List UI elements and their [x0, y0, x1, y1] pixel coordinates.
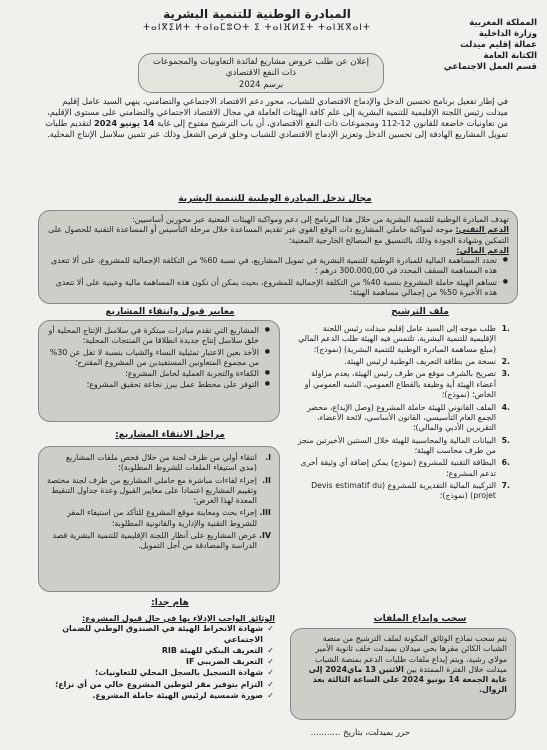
note-item: ✓ التعريف الضريبي IF	[46, 657, 263, 667]
criteria-item: ● الأخذ بعين الاعتبار تمثيلية النساء والشباب بنسبة لا تقل عن 30% من مجموع المتعاونين المستفيدين من المشروع المقترح؛	[47, 348, 259, 369]
submission-period: الاثنين 13 ماي2024 إلى غاية الجمعة 14 يونيو 2024 على الساعة الثالثة بعد الزوال.	[308, 664, 507, 695]
criteria-item: ● الكفاءة والتجربة العملية لحامل المشروع؛	[47, 369, 259, 379]
candidacy-item: .6 البطاقة التقنية للمشروع (نموذج) يمكن إضافة أي وثيقة أخرى تدعم المشروع؛	[300, 458, 510, 478]
selection-numeral: IV.	[258, 530, 271, 540]
technical-support-text: موجه لمواكبة حاملي المشاريع ذات الوقع القوي عبر تقديم المساعدة خلال مرحلة التأسيس أو المساعدة التقنية للحصول على التمكين وشهادة الجودة وذلك بالتنسيق مع المصالح الخارجية المعنية؛	[48, 225, 509, 245]
header-line: الكتابة العامة	[483, 50, 537, 61]
note-item: ✓ شهادة الانخراط الهيئة في الصندوق الوطني للضمان الاجتماعي	[46, 624, 263, 645]
criteria-item: ● المشاريع التي تقدم مبادرات مبتكرة في سلاسل الإنتاج المحلية أو خلق سلاسل إنتاج جديدة انطلاقا من المنتجات المحلية؛	[47, 326, 259, 347]
indh-tifinagh-name: ⵜⴰⵏⴳⵉⵍⵜ ⵜⴰⵏⴰⵎⵓⵔⵜ ⵉ ⵜⴰⵏⴼⵍⵉⵜ ⵜⴰⵏⴼⴳⴰⵏⵜ	[143, 23, 371, 33]
intro-text: في إطار تفعيل برنامج تحسين الدخل والإدماج الاقتصادي للشباب، محور دعم الاقتصاد الاجتماعي والتضامني، ينهي السيد عامل إقليم ميدلت رئيس اللجنة الإقليمية للتنمية البشرية إلى علم كافة الهيئات العاملة في مجال الاقتصاد الاجتماعي والتضامني على مستوى الإقليم، من تعاونيات خاضعة للقانون 12-112 ومجموعات ذات النفع الاقتصادي، أن باب الترشيح مفتوح إلى غاية	[47, 96, 508, 129]
selection-item: II. إجراء لقاءات مباشرة مع حاملي المشاريع من طرف لجنة مختصة وتقييم المشاريع اعتمادا على معايير القبول وعدة جداول التنقيط المعدة لهذا الغرض؛	[46, 475, 271, 506]
announcement-title-line2: برسم 2024	[238, 79, 284, 90]
note-item: ✓ التزام بتوفير مقر لتوطين المشروع خالي من أي نزاع؛	[46, 680, 263, 690]
candidacy-title: ملف الترشيح	[391, 307, 449, 317]
candidacy-item: .1 طلب موجه إلى السيد عامل إقليم ميدلت رئيس اللجنة الإقليمية للتنمية البشرية، تلتمس فيه الهيئة طلب الدعم المالي (مبلغ مساهمة المبادرة الوطنية للتنمية البشرية) (نموذج)؛	[298, 324, 510, 354]
submission-box	[290, 628, 516, 720]
submission-title: سحب وإيداع الملفات	[373, 614, 467, 624]
note-box	[38, 612, 283, 732]
candidacy-item: .2 نسخة من بطاقة التعريف الوطنية لرئيس الهيئة.	[344, 357, 510, 367]
indh-arabic-name: المبادرة الوطنية للتنمية البشرية	[163, 7, 351, 21]
announcement-title-line1: إعلان عن طلب عروض مشاريع لفائدة التعاونيات والمجموعات ذات النفع الاقتصادي	[152, 57, 369, 79]
technical-support-label: الدعم التقني:	[455, 225, 509, 235]
submission-text: يتم سحب نماذج الوثائق المكونة لملف الترشيح من منصة الشباب الكائن مقرها بحي ميدلان بميدلت خلف ثانوية الأمير مولاي رشيد، ويتم إيداع ملفات طلبات الدعم بمنصة الشباب ميدلت خلال الفترة الممتدة بين	[314, 634, 507, 674]
candidacy-item: .4 الملف القانوني للهيئة حاملة المشروع (وصل الإيداع، محضر الجمع العام التأسيسي، القانون الأساسي، لائحة الأعضاء، التقريرين الأدبي والمالي)؛	[307, 402, 510, 433]
financial-item: ● تساهم الهيئة حاملة المشروع بنسبة 40% من التكلفة الإجمالية للمشروع، بحيث يمكن أن تكون هذه المساهمة مالية وعينية على ألا تتعدى هذه الأخيرة 50% من إجمالي مساهمة الهيئة؛	[47, 278, 497, 299]
candidacy-box	[290, 322, 516, 606]
selection-item: IV. عرض المشاريع على أنظار اللجنة الإقليمية للتنمية البشرية قصد الدراسة والمصادقة من أجل التمويل.	[52, 530, 271, 551]
criteria-item: ● التوفر على مخطط عمل يبرز نجاعة تحقيق المشروع؛	[47, 380, 259, 390]
candidacy-item: .3 تصريح بالشرف موقع من طرف رئيس الهيئة، يعدم مزاولة أعضاء الهيئة أية وظيفة بالقطاع العمومي، الشبه العمومي أو الخاص؛ (نموذج)؛	[304, 369, 510, 400]
note-subtitle: الوثائق الواجب الإدلاء بها في حال قبول المشروع:	[81, 614, 275, 623]
header-line: المملكة المغربية	[469, 18, 537, 28]
note-item: ✓ صورة شمسية لرئيس الهيئة حاملة المشروع.	[46, 691, 263, 701]
header-line: وزارة الداخلية	[478, 28, 537, 39]
note-item: ✓ شهادة التسجيل بالسجل المحلي للتعاونيات؛	[46, 668, 263, 678]
intro-paragraph	[42, 96, 508, 140]
indh-header	[118, 7, 396, 33]
financial-support-label: الدعم المالي:	[456, 245, 509, 255]
selection-title: مراحل الانتقاء المشاريع:	[115, 430, 225, 440]
selection-numeral: III.	[259, 508, 271, 518]
signature-line: حرر بميدلت، بتاريخ ...........	[310, 728, 410, 738]
selection-item: I. انتقاء أولي من طرف لجنة من خلال فحص ملفات المشاريع (مدى استيفاء الملفات للشروط المطلوبة)؛	[65, 453, 271, 473]
header-administration	[417, 18, 537, 72]
note-title: هام جدا:	[151, 598, 189, 608]
header-line: عمالة إقليم ميدلت	[460, 39, 537, 50]
header-line: قسم العمل الاجتماعي	[443, 61, 537, 72]
intervention-intro: تهدف المبادرة الوطنية للتنمية البشرية من خلال هذا البرنامج إلى دعم ومواكبة الهيئات المعنية عبر محورين أساسيين:	[132, 215, 509, 224]
financial-item: ● تحدد المساهمة المالية للمبادرة الوطنية للتنمية البشرية في تمويل المشاريع، في نسبة 60% من التكلفة الإجمالية للمشروع، على ألا تتعدى هذه المساهمة السقف المحدد في 300.000,00 درهم ؛	[47, 256, 497, 277]
announcement-title	[138, 53, 384, 93]
criteria-box	[38, 320, 280, 422]
candidacy-item: .7 التركيبة المالية التقديرية للمشروع (Devis estimatif du projet) (نموذج)؛	[311, 481, 510, 501]
note-item: ✓ التعريف البنكي للهيئة RIB	[46, 646, 263, 656]
selection-box	[38, 446, 280, 592]
intervention-title: مجال تدخل المبادرة الوطنية للتنمية البشرية	[178, 194, 372, 204]
intervention-box	[38, 210, 518, 304]
selection-numeral: II.	[262, 475, 271, 485]
criteria-title: معايير قبول وانتقاء المشاريع	[105, 307, 235, 317]
selection-item: III. إجراء بحث ومعاينة موقع المشروع للتأكد من استيفاء المقر للشروط التقنية والإدارية والقانونية المطلوبة؛	[67, 508, 271, 528]
selection-numeral: I.	[265, 453, 271, 462]
intro-deadline: 14 يونيو 2024	[94, 118, 155, 129]
intro-text-cont: لتقديم طلبات تمويل المشاريع الهادفة إلى تحسين الدخل وتعزيز الإدماج الاقتصادي للشباب وخلق فرص الشغل وذلك عبر تثمين سلاسل الإنتاج المحلية.	[45, 118, 508, 140]
candidacy-item: .5 البيانات المالية والمحاسبية للهيئة خلال السنتين الأخيرتين منجز من طرف محاسب الهيئة؛	[297, 435, 510, 455]
